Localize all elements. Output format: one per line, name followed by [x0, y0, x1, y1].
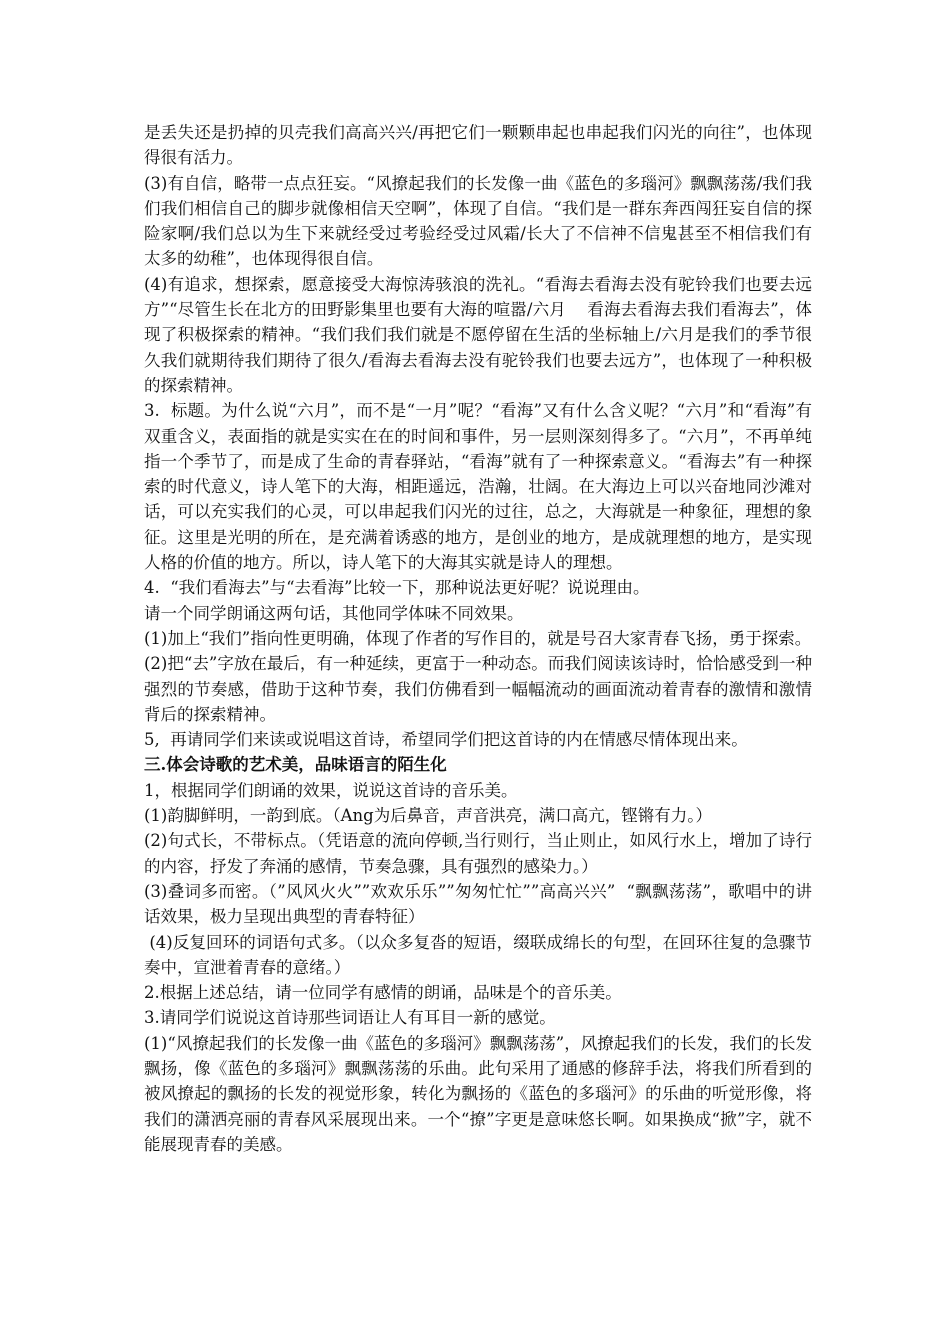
body-paragraph: 4. “我们看海去”与“去看海”比较一下，那种说法更好呢？说说理由。: [144, 578, 650, 598]
body-paragraph: (3)叠词多而密。（”风风火火””欢欢乐乐””匆匆忙忙””高高兴兴” “飘飘荡荡”，歌唱中的讲话效果，极力呈现出典型的青春特征）: [144, 881, 812, 927]
body-paragraph: (2)句式长，不带标点。（凭语意的流向停顿,当行则行，当止则止，如风行水上，增加了诗行的内容，抒发了奔涌的感情，节奏急骤，具有强烈的感染力。）: [144, 831, 812, 876]
section-heading: 三.体会诗歌的艺术美，品味语言的陌生化: [144, 755, 447, 775]
body-paragraph: 3. 标题。为什么说“六月”，而不是“一月”呢？“看海”又有什么含义呢？“六月”和“看海”有双重含义，表面指的就是实实在在的时间和事件，另一层则深刻得多了。“六月”，不再单纯指一个季节了，而是成了生命的青春驿站，“看海”就有了一种探索意义。“看海去”有一种探索的时代意义，诗人笔下的大海，相距遥远，浩瀚，壮阔。在大海边上可以兴奋地同沙滩对话，可以充实我们的心灵，可以串起我们闪光的过往，总之，大海就是一种象征，理想的象征。这里是光明的所在，是充满着诱惑的地方，是创业的地方，是成就理想的地方，是实现人格的价值的地方。所以，诗人笔下的大海其实就是诗人的理想。: [144, 401, 812, 573]
body-paragraph: (1)“风撩起我们的长发像一曲《蓝色的多瑙河》飘飘荡荡”，风撩起我们的长发，我们的长发飘扬，像《蓝色的多瑙河》飘飘荡荡的乐曲。此句采用了通感的修辞手法，将我们所看到的被风撩起的飘扬的长发的视觉形象，转化为飘扬的《蓝色的多瑙河》的乐曲的听觉形像，将我们的潇洒亮丽的青春风采展现出来。一个“撩”字更是意味悠长啊。如果换成“掀”字，就不能展现青春的美感。: [144, 1033, 812, 1154]
body-paragraph: 请一个同学朗诵这两句话，其他同学体味不同效果。: [144, 603, 524, 623]
body-paragraph: (4)有追求，想探索，愿意接受大海惊涛骇浪的洗礼。“看海去看海去没有驼铃我们也要去远方”“尽管生长在北方的田野影集里也要有大海的喧嚣/六月 看海去看海去我们看海去”，体现了积极探索的精神。“我们我们我们就是不愿停留在生活的坐标轴上/六月是我们的季节很久我们就期待我们期待了很久/看海去看海去没有驼铃我们也要去远方”，也体现了一种积极的探索精神。: [144, 274, 812, 395]
body-paragraph: (1)韵脚鲜明，一韵到底。（Ang为后鼻音，声音洪亮，满口高亢，铿锵有力。）: [144, 806, 712, 826]
body-paragraph: 1，根据同学们朗诵的效果，说说这首诗的音乐美。: [144, 780, 518, 800]
body-paragraph: 2.根据上述总结，请一位同学有感情的朗诵，品味是个的音乐美。: [144, 983, 622, 1003]
body-paragraph: 5, 再请同学们来读或说唱这首诗，希望同学们把这首诗的内在情感尽情体现出来。: [144, 730, 748, 750]
body-paragraph: (4)反复回环的词语句式多。（以众多复沓的短语，缀联成绵长的句型，在回环往复的急骤节奏中，宣泄着青春的意绪。）: [144, 932, 813, 977]
body-paragraph: (2)把“去”字放在最后，有一种延续，更富于一种动态。而我们阅读该诗时，恰恰感受到一种强烈的节奏感，借助于这种节奏，我们仿佛看到一幅幅流动的画面流动着青春的激情和激情背后的探索精神。: [144, 654, 812, 724]
document-body: [144, 120, 812, 1157]
body-paragraph: 3.请同学们说说这首诗那些词语让人有耳目一新的感觉。: [144, 1008, 556, 1028]
body-paragraph: (1)加上“我们”指向性更明确，体现了作者的写作目的，就是号召大家青春飞扬，勇于探索。: [144, 628, 812, 648]
body-paragraph: (3)有自信，略带一点点狂妄。“风撩起我们的长发像一曲《蓝色的多瑙河》飘飘荡荡/我们我们我们相信自己的脚步就像相信天空啊”，体现了自信。“我们是一群东奔西闯狂妄自信的探险家啊/我们总以为生下来就经受过考验经受过风霜/长大了不信神不信鬼甚至不相信我们有太多的幼稚”，也体现得很自信。: [144, 173, 812, 269]
body-paragraph: 是丢失还是扔掉的贝壳我们高高兴兴/再把它们一颗颗串起也串起我们闪光的向往”，也体现得很有活力。: [144, 123, 812, 168]
